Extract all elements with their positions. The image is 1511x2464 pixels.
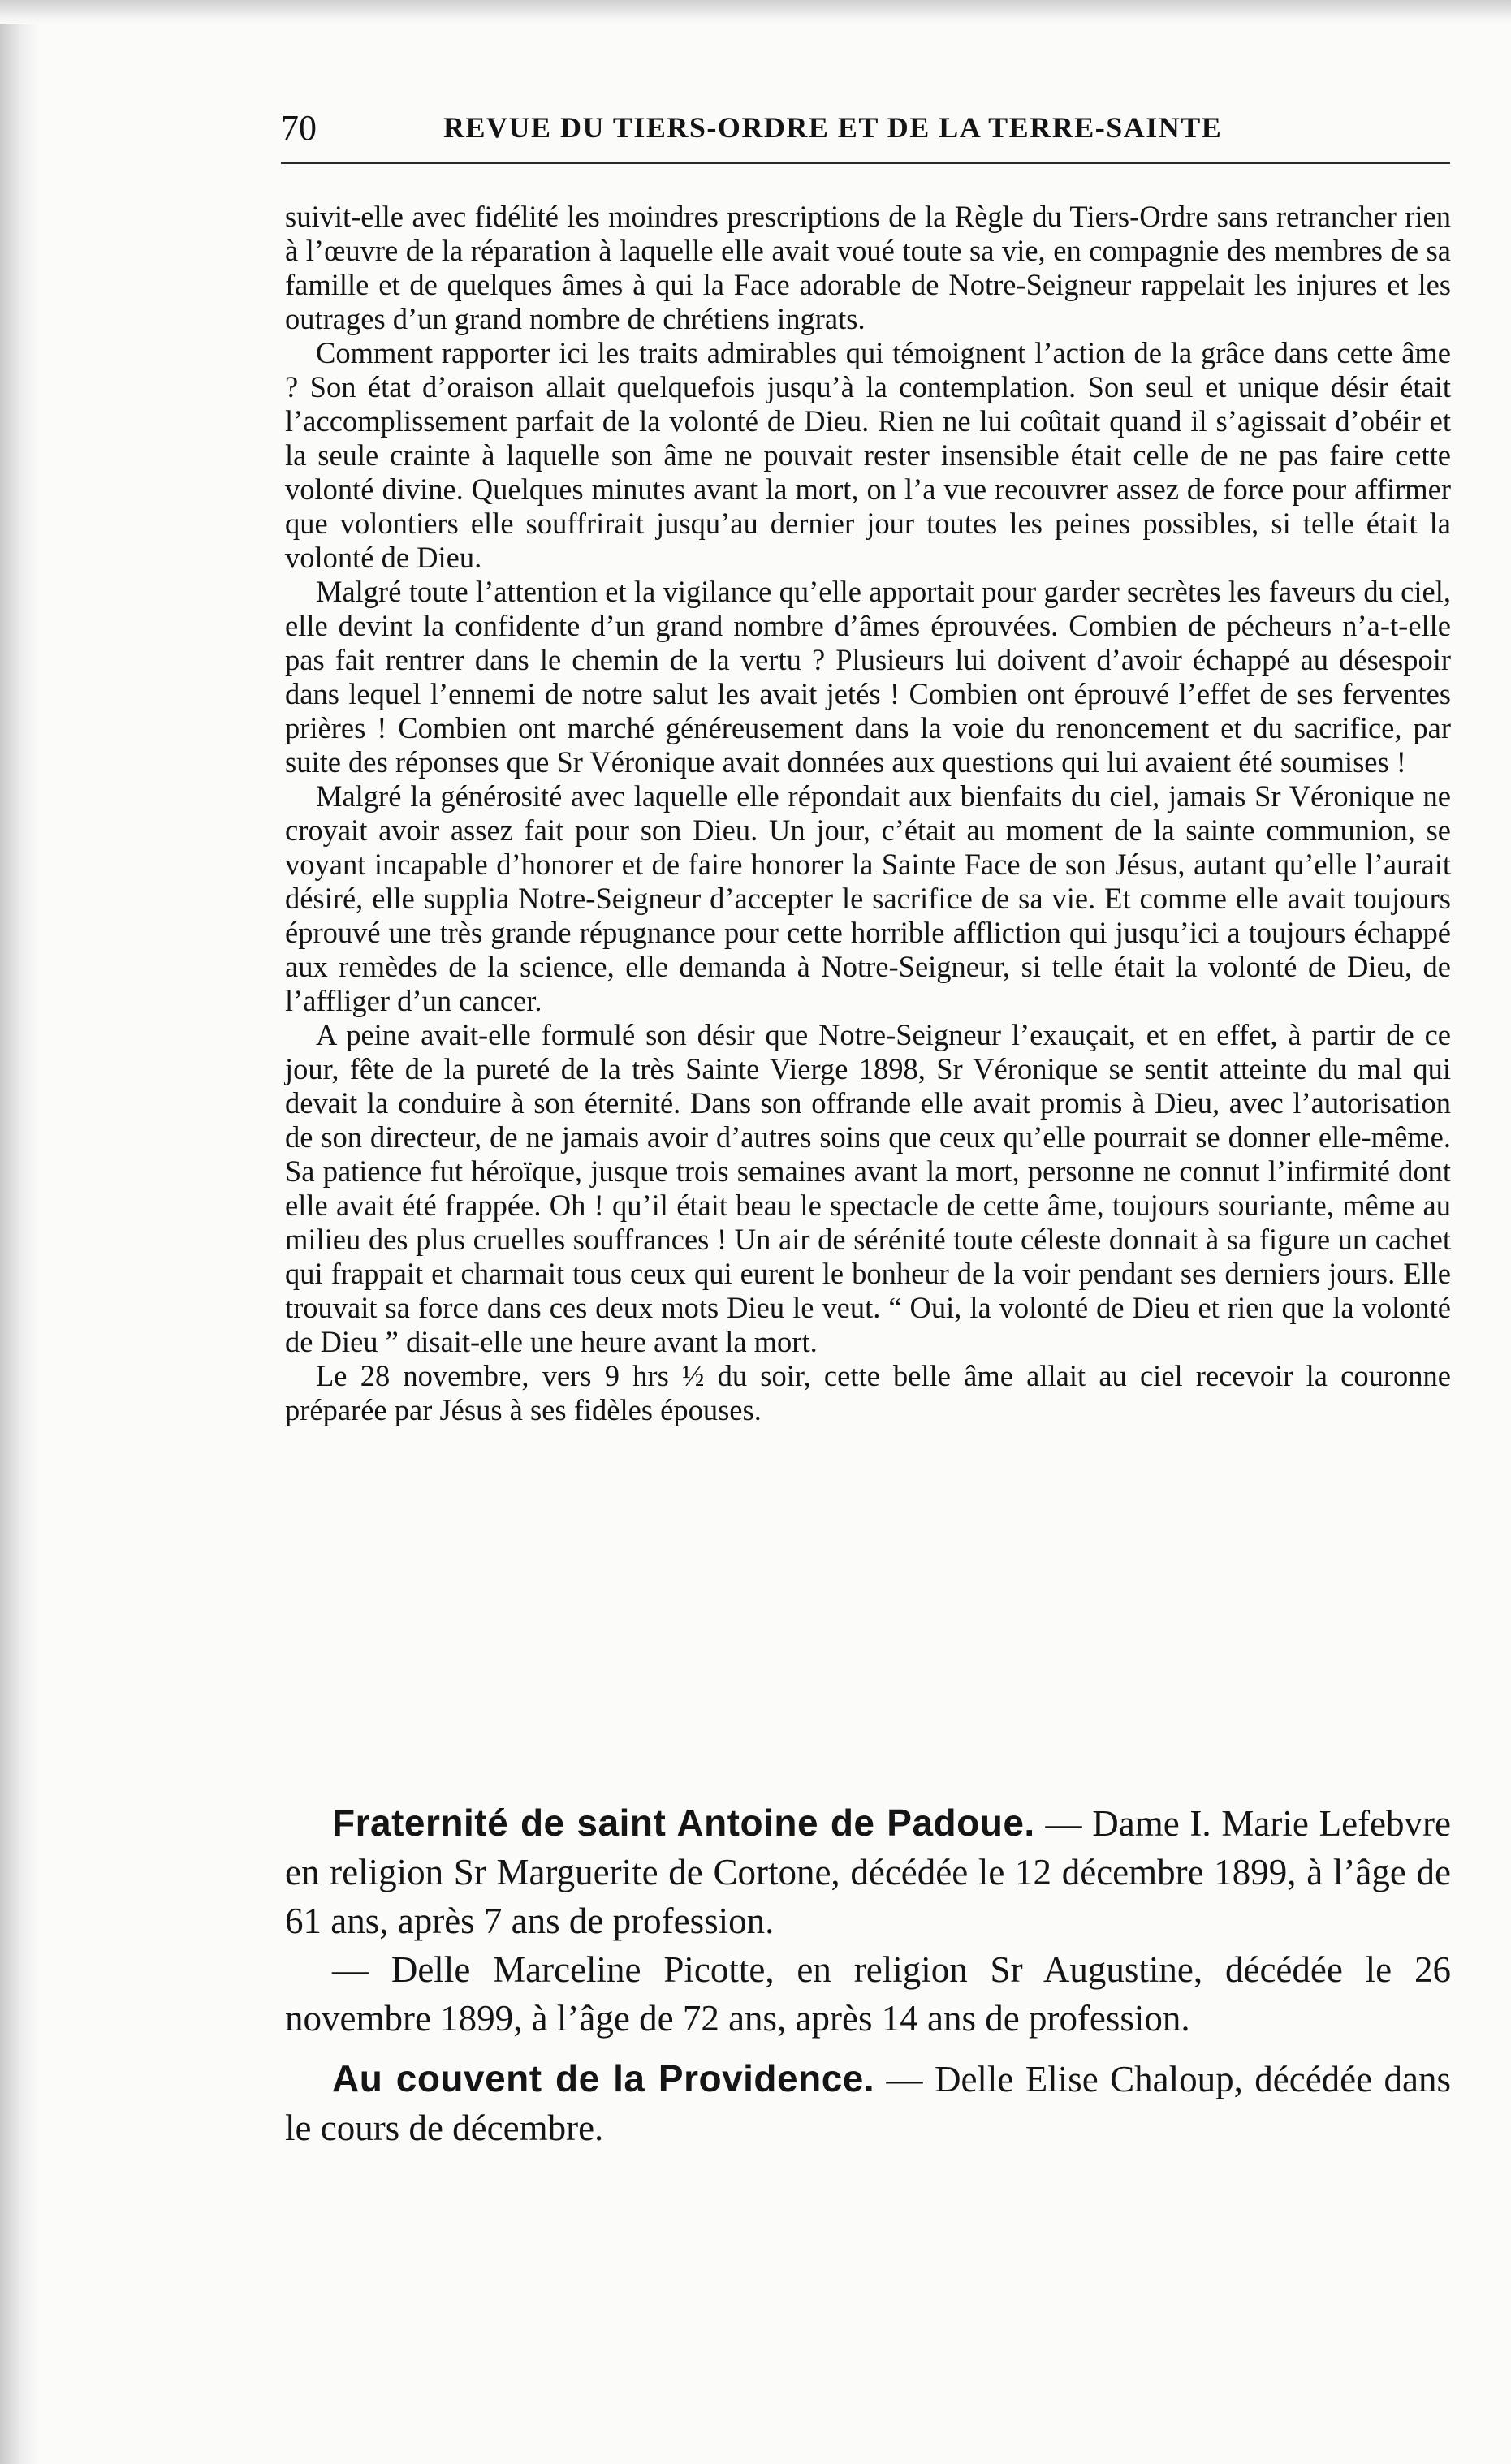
paragraph-3: Malgré toute l’attention et la vigilance qu’elle apportait pour garder secrètes les faveurs du ciel, elle devint la confidente d’un grand nombre d’âmes éprouvées. Combien de pécheurs n’a-t-elle pas fait rentrer dans le chemin de la vertu ? Plusieurs lui doivent d’avoir échappé au désespoir dans lequel l’ennemi de notre salut les avait jetés ! Combien ont éprouvé l’effet de ses ferventes prières ! Combien ont marché généreusement dans la voie du renoncement et du sacrifice, par suite des réponses que Sr Véronique avait données aux questions qui lui avaient été soumises !: [285, 575, 1451, 779]
paragraph-4: Malgré la générosité avec laquelle elle répondait aux bienfaits du ciel, jamais Sr Véronique ne croyait avoir assez fait pour son Dieu. Un jour, c’était au moment de la sainte communion, se voyant incapable d’honorer et de faire honorer la Sainte Face de son Jésus, autant qu’elle l’aurait désiré, elle supplia Notre-Seigneur d’accepter le sacrifice de sa vie. Et comme elle avait toujours éprouvé une très grande répugnance pour cette horrible affliction qui jusqu’ici a toujours échappé aux remèdes de la science, elle demanda à Notre-Seigneur, si telle était la volonté de Dieu, de l’affliger d’un cancer.: [285, 779, 1451, 1017]
fraternite-entry-1: — Dame I. Marie Lefebvre en religion Sr Marguerite de Cortone, décédée le 12 décembre 1899, à l’âge de 61 ans, après 7 ans de profession.: [285, 1803, 1451, 1941]
couvent-heading: Au couvent de la Providence.: [332, 2057, 875, 2099]
running-head: [281, 104, 1450, 153]
paragraph-1: suivit-elle avec fidélité les moindres prescriptions de la Règle du Tiers-Ordre sans retrancher rien à l’œuvre de la réparation à laquelle elle avait voué toute sa vie, en compagnie des membres de sa famille et de quelques âmes à qui la Face adorable de Notre-Seigneur rappelait les injures et les outrages d’un grand nombre de chrétiens ingrats.: [285, 200, 1451, 335]
couvent-entry: — Delle Elise Chaloup, décédée dans le cours de décembre.: [285, 2059, 1451, 2148]
notice-fraternite: [285, 1798, 1451, 1945]
paragraph-2: Comment rapporter ici les traits admirables qui témoignent l’action de la grâce dans cette âme ? Son état d’oraison allait quelquefois jusqu’à la contemplation. Son seul et unique désir était l’accomplissement parfait de la volonté de Dieu. Rien ne lui coûtait quand il s’agissait d’obéir et la seule crainte à laquelle son âme ne pouvait rester insensible était celle de ne pas faire cette volonté divine. Quelques minutes avant la mort, on l’a vue recouvrer assez de force pour affirmer que volontiers elle souffrirait jusqu’au dernier jour toutes les peines possibles, si telle était la volonté de Dieu.: [285, 336, 1451, 574]
notice-spacer: [285, 2043, 1451, 2054]
obituary-notices: [285, 1798, 1451, 2152]
page-number: 70: [281, 108, 317, 148]
running-title: REVUE DU TIERS-ORDRE ET DE LA TERRE-SAINTE: [443, 111, 1223, 144]
fraternite-heading: Fraternité de saint Antoine de Padoue.: [332, 1802, 1035, 1844]
paragraph-5: A peine avait-elle formulé son désir que Notre-Seigneur l’exauçait, et en effet, à partir de ce jour, fête de la pureté de la très Sainte Vierge 1898, Sr Véronique se sentit atteinte du mal qui devait la conduire à son éternité. Dans son offrande elle avait promis à Dieu, avec l’autorisation de son directeur, de ne jamais avoir d’autres soins que ceux qu’elle pourrait se donner elle-même. Sa patience fut héroïque, jusque trois semaines avant la mort, personne ne connut l’infirmité dont elle avait été frappée. Oh ! qu’il était beau le spectacle de cette âme, toujours souriante, même au milieu des plus cruelles souffrances ! Un air de sérénité toute céleste donnait à sa figure un cachet qui frappait et charmait tous ceux qui eurent le bonheur de la voir pendant ses derniers jours. Elle trouvait sa force dans ces deux mots Dieu le veut. “ Oui, la volonté de Dieu et rien que la volonté de Dieu ” disait-elle une heure avant la mort.: [285, 1018, 1451, 1358]
fraternite-entry-2: — Delle Marceline Picotte, en religion Sr Augustine, décédée le 26 novembre 1899, à l’âge de 72 ans, après 14 ans de profession.: [285, 1949, 1451, 2039]
article-body: [285, 200, 1451, 1427]
notice-couvent: [285, 2054, 1451, 2152]
header-rule: [281, 162, 1450, 164]
page-top-edge-shadow: [0, 0, 1511, 24]
page-left-edge-shadow: [0, 0, 39, 2464]
paragraph-6: Le 28 novembre, vers 9 hrs ½ du soir, cette belle âme allait au ciel recevoir la couronne préparée par Jésus à ses fidèles épouses.: [285, 1359, 1451, 1426]
